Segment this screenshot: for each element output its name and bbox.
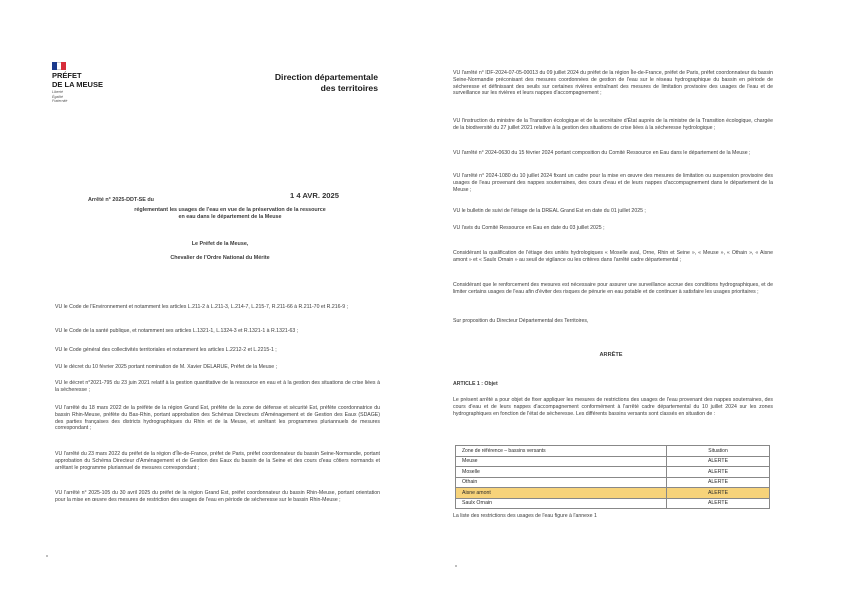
vu-arrete-sdage-seine: VU l'arrêté du 23 mars 2022 du préfet de la région d'Île-de-France, préfet de Paris, préfet coordonnateur du bassin Seine-Normandie, portant approbation du Schéma Directeur d'Aménagement et de Gestion des Eaux du bassin de la Seine et des cours d'eau côtiers normands et arrêtant le programme pluriannuel de mesures correspondant ; [55, 451, 380, 471]
vu-decret-2021: VU le décret n°2021-795 du 23 juin 2021 relatif à la gestion quantitative de la ressource en eau et à la gestion des situations de crise liées à la sécheresse ; [55, 380, 380, 393]
arrete-title [90, 207, 370, 221]
prefet-line-2: DE LA MEUSE [52, 79, 103, 89]
zone-cell: Meuse [456, 456, 667, 467]
arrete-title-line-1: réglementant les usages de l'eau en vue de la préservation de la ressource [134, 207, 326, 213]
vu-instruction-ministre: VU l'instruction du ministre de la Transition écologique et de la secrétaire d'État auprès de la ministre de la Transition écologique, chargée de la biodiversité du 27 juillet 2021 relative à la gestion des situations de crise liées à la sécheresse hydrologique ; [453, 118, 773, 131]
prefecture-name [52, 72, 103, 89]
table-row-highlighted [456, 488, 770, 499]
vu-code-environnement: VU le Code de l'Environnement et notamment les articles L.211-2 à L.211-3, L.214-7, L.215-7, R.211-66 à R.211-70 et R.216-9 ; [55, 304, 349, 310]
vu-arrete-seine-normandie: VU l'arrêté n° IDF-2024-07-05-00013 du 09 juillet 2024 du préfet de la région Île-de-France, préfet de Paris, préfet coordonnateur du bassin Seine-Normandie préconisant des mesures coordonnées de gestion de l'eau sur le réseau hydrographique du bassin en période de sécheresse et définissant des seuils sur certaines rivières entraînant des mesures de limitation provisoire des usages de l'eau et de surveillance sur les rivières et leurs nappes d'accompagnement ; [453, 70, 773, 97]
scan-speck [46, 555, 48, 557]
motto-liberte: Liberté [52, 90, 63, 94]
annex-footnote: La liste des restrictions des usages de l'eau figure à l'annexe 1 [453, 513, 597, 519]
zones-situation-table [455, 445, 770, 509]
direction-line-1: Direction départementale [274, 72, 378, 82]
motto-fraternite: Fraternité [52, 99, 68, 104]
prefect-distinction: Chevalier de l'Ordre National du Mérite [170, 255, 270, 261]
table-row [456, 467, 770, 478]
table-header-row [456, 446, 770, 457]
arrete-number: Arrêté n° 2025-DDT-SE du [88, 197, 154, 203]
table-row [456, 477, 770, 488]
considerant-renforcement: Considérant que le renforcement des mesures est nécessaire pour assurer une surveillance accrue des conditions hydrographiques, et de limiter certains usages de l'eau afin d'éviter des risques de pénurie en eau potable et de continuer à satisfaire les usages prioritaires ; [453, 282, 773, 295]
vu-decret-nomination: VU le décret du 10 février 2025 portant nomination de M. Xavier DELARUE, Préfet de la Meuse ; [55, 364, 278, 370]
situation-cell: ALERTE [667, 456, 770, 467]
prefet-line-1: PRÉFET [52, 71, 82, 80]
vu-arrete-orientation: VU l'arrêté n° 2025-105 du 30 avril 2025 du préfet de la région Grand Est, préfet coordonnateur du bassin Rhin-Meuse, portant orientation pour la mise en œuvre des mesures de restriction des usages de l'eau en période de sécheresse sur le bassin Rhin-Meuse ; [55, 490, 380, 503]
vu-bulletin-dreal: VU le bulletin de suivi de l'étiage de la DREAL Grand Est en date du 01 juillet 2025 ; [453, 208, 646, 214]
situation-cell: ALERTE [667, 498, 770, 509]
situation-column-header: Situation [667, 446, 770, 457]
marianne-logo [52, 62, 66, 70]
vu-comite-composition: VU l'arrêté n° 2024-0630 du 15 février 2024 portant composition du Comité Ressource en Eau dans le département de la Meuse ; [453, 150, 751, 156]
article-1-text: Le présent arrêté a pour objet de fixer appliquer les mesures de restrictions des usages de l'eau provenant des nappes souterraines, des cours d'eau et de leurs nappes d'accompagnement conformément à l'arrêté cadre départemental du 10 juillet 2024 sur les zones hydrographiques en fonction de l'état de sécheresse. Les différents bassins versants sont classés en situation de : [453, 397, 773, 417]
motto-egalite: Égalité [52, 94, 63, 99]
zone-column-header: Zone de référence – bassins versants [456, 446, 667, 457]
scan-speck [455, 565, 457, 567]
situation-cell: ALERTE [667, 477, 770, 488]
arrete-heading: ARRÊTE [599, 352, 623, 358]
considerant-etiage: Considérant la qualification de l'étiage des unités hydrologiques « Moselle aval, Orne, Rhin et Seine », « Meuse », « Othain », « Aisne amont » et « Saulx Ornain » au seuil de vigilance ou les critères dans l'arrêté cadre départemental ; [453, 250, 773, 263]
article-1-title: ARTICLE 1 : Objet [453, 381, 498, 387]
vu-cgct: VU le Code général des collectivités territoriales et notamment les articles L.2212-2 et L.2215-1 ; [55, 347, 277, 353]
direction-line-2: des territoires [320, 83, 378, 93]
vu-avis-comite: VU l'avis du Comité Ressource en Eau en date du 03 juillet 2025 ; [453, 225, 605, 231]
prefect-title: Le Préfet de la Meuse, [191, 241, 249, 247]
zone-cell: Aisne amont [456, 488, 667, 499]
table-row [456, 456, 770, 467]
arrete-title-line-2: en eau dans le département de la Meuse [178, 213, 282, 220]
sur-proposition: Sur proposition du Directeur Départemental des Territoires, [453, 318, 589, 324]
direction-title [248, 72, 378, 94]
republic-motto [52, 90, 67, 104]
zone-cell: Saulx Ornain [456, 498, 667, 509]
vu-code-sante: VU le Code de la santé publique, et notamment ses articles L.1321-1, L.1324-3 et R.1321-1 à R.1321-63 ; [55, 328, 299, 334]
vu-arrete-sdage-rhin-meuse: VU l'arrêté du 18 mars 2022 de la préfète de la région Grand Est, préfète de la zone de défense et sécurité Est, préfète coordonnatrice du bassin Rhin-Meuse, préfète du Bas-Rhin, portant approbation des Schémas Directeurs d'Aménagement et de Gestion des Eaux (SDAGE) des parties françaises des districts hydrographiques du Rhin et de la Meuse, et arrêtant les programmes pluriannuels de mesures correspondant ; [55, 405, 380, 432]
situation-cell: ALERTE [667, 467, 770, 478]
zone-cell: Othain [456, 477, 667, 488]
table-row [456, 498, 770, 509]
situation-cell: ALERTE [667, 488, 770, 499]
zone-cell: Moselle [456, 467, 667, 478]
arrete-date-stamp: 1 4 AVR. 2025 [290, 191, 339, 200]
vu-arrete-cadre: VU l'arrêté n° 2024-1080 du 10 juillet 2024 fixant un cadre pour la mise en œuvre des mesures de limitation ou suspension provisoire des usages de l'eau provenant des nappes souterraines, des cours d'eau et de leurs nappes d'accompagnement dans le département de la Meuse ; [453, 173, 773, 193]
